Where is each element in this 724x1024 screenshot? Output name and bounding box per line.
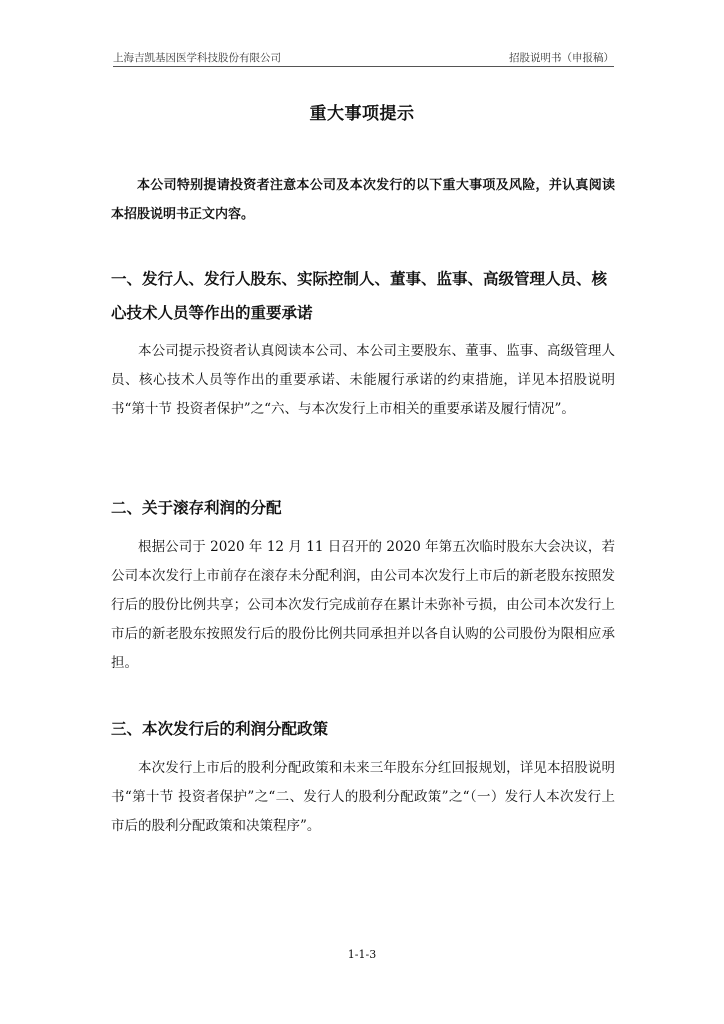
section-2 <box>111 491 615 678</box>
section-3-body: 本次发行上市后的股利分配政策和未来三年股东分红回报规划，详见本招股说明书“第十节 投资者保护”之“二、发行人的股利分配政策”之“（一）发行人本次发行上市后的股利分配政策和决策程序”。 <box>111 760 615 834</box>
header-company-name: 上海吉凯基因医学科技股份有限公司 <box>113 52 281 64</box>
page-header <box>113 50 614 67</box>
section-2-heading: 二、关于滚存利润的分配 <box>111 499 282 517</box>
section-1 <box>111 262 615 424</box>
page-title: 重大事项提示 <box>309 104 415 124</box>
section-1-body: 本公司提示投资者认真阅读本公司、本公司主要股东、董事、监事、高级管理人员、核心技术人员等作出的重要承诺、未能履行承诺的约束措施，详见本招股说明书“第十节 投资者保护”之“六、与本次发行上市相关的重要承诺及履行情况”。 <box>111 343 615 417</box>
section-2-body: 根据公司于 2020 年 12 月 11 日召开的 2020 年第五次临时股东大会决议，若公司本次发行上市前存在滚存未分配利润，由公司本次发行上市后的新老股东按照发行后的股份比例共享；公司本次发行完成前存在累计未弥补亏损，由公司本次发行上市后的新老股东按照发行后的股份比例共同承担并以各自认购的公司股份为限相应承担。 <box>111 539 615 671</box>
header-document-type: 招股说明书（申报稿） <box>509 52 614 64</box>
section-3-heading: 三、本次发行后的利润分配政策 <box>111 720 329 738</box>
section-1-heading: 一、发行人、发行人股东、实际控制人、董事、监事、高级管理人员、核心技术人员等作出的重要承诺 <box>111 270 608 322</box>
intro-block <box>111 171 615 229</box>
section-3 <box>111 712 615 841</box>
page-number: 1-1-3 <box>347 948 377 961</box>
intro-paragraph: 本公司特别提请投资者注意本公司及本次发行的以下重大事项及风险，并认真阅读本招股说明书正文内容。 <box>111 178 615 222</box>
